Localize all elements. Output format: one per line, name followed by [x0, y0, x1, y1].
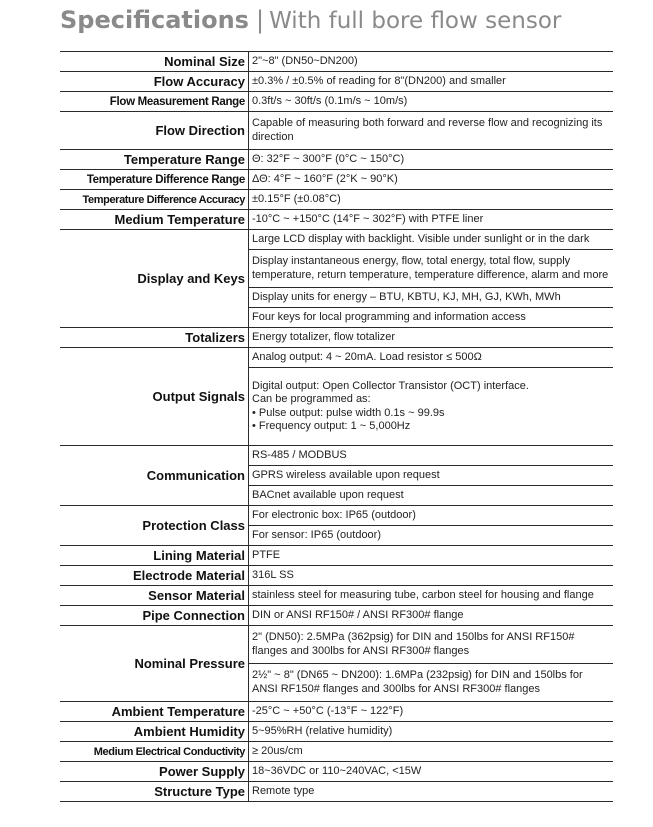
- spec-row: [60, 170, 613, 190]
- spec-row: [60, 72, 613, 92]
- spec-label: Output Signals: [60, 348, 249, 446]
- spec-row: [60, 92, 613, 112]
- spec-value: Display instantaneous energy, flow, total energy, total flow, supply temperature, return temperature, temperature difference, alarm and more: [249, 250, 614, 288]
- spec-value: 2½" ~ 8" (DN65 ~ DN200): 1.6MPa (232psig) for DIN and 150lbs for ANSI RF150# flanges and 300lbs for ANSI RF300# flanges: [249, 664, 614, 702]
- spec-label: Structure Type: [60, 782, 249, 802]
- spec-value: Large LCD display with backlight. Visible under sunlight or in the dark: [249, 230, 614, 250]
- spec-label: Nominal Pressure: [60, 626, 249, 702]
- spec-value: GPRS wireless available upon request: [249, 466, 614, 486]
- spec-value: Θ: 32°F ~ 300°F (0°C ~ 150°C): [249, 150, 614, 170]
- spec-value: ΔΘ: 4°F ~ 160°F (2°K ~ 90°K): [249, 170, 614, 190]
- specifications-table: [60, 51, 613, 802]
- spec-value: For electronic box: IP65 (outdoor): [249, 506, 614, 526]
- spec-value: ±0.3% / ±0.5% of reading for 8"(DN200) and smaller: [249, 72, 614, 92]
- spec-row: [60, 446, 613, 466]
- spec-label: Flow Accuracy: [60, 72, 249, 92]
- spec-value: ≥ 20us/cm: [249, 742, 614, 762]
- spec-row: [60, 210, 613, 230]
- spec-row: [60, 626, 613, 664]
- spec-label: Temperature Difference Accuracy: [60, 190, 249, 210]
- spec-value: For sensor: IP65 (outdoor): [249, 526, 614, 546]
- spec-value: Energy totalizer, flow totalizer: [249, 328, 614, 348]
- spec-value: DIN or ANSI RF150# / ANSI RF300# flange: [249, 606, 614, 626]
- spec-row: [60, 112, 613, 150]
- spec-value: BACnet available upon request: [249, 486, 614, 506]
- spec-row: [60, 230, 613, 250]
- spec-row: [60, 782, 613, 802]
- spec-row: [60, 546, 613, 566]
- spec-row: [60, 606, 613, 626]
- spec-value: ±0.15°F (±0.08°C): [249, 190, 614, 210]
- spec-row: [60, 52, 613, 72]
- title-subtitle: With full bore flow sensor: [269, 8, 562, 34]
- spec-label: Temperature Range: [60, 150, 249, 170]
- spec-row: [60, 190, 613, 210]
- spec-label: Lining Material: [60, 546, 249, 566]
- spec-value: 18~36VDC or 110~240VAC, <15W: [249, 762, 614, 782]
- title-separator: |: [255, 6, 265, 34]
- spec-row: [60, 702, 613, 722]
- spec-value: 0.3ft/s ~ 30ft/s (0.1m/s ~ 10m/s): [249, 92, 614, 112]
- spec-row: [60, 722, 613, 742]
- spec-value-line: Digital output: Open Collector Transistor (OCT) interface.: [252, 379, 529, 392]
- spec-label: Medium Electrical Conductivity: [60, 742, 249, 762]
- spec-value: Capable of measuring both forward and reverse flow and recognizing its direction: [249, 112, 614, 150]
- spec-label: Medium Temperature: [60, 210, 249, 230]
- spec-value: PTFE: [249, 546, 614, 566]
- spec-label: Totalizers: [60, 328, 249, 348]
- spec-value-line: • Frequency output: 1 ~ 5,000Hz: [252, 420, 411, 432]
- spec-label: Ambient Temperature: [60, 702, 249, 722]
- spec-value: Remote type: [249, 782, 614, 802]
- spec-value: 5~95%RH (relative humidity): [249, 722, 614, 742]
- spec-row: [60, 328, 613, 348]
- spec-label: Communication: [60, 446, 249, 506]
- spec-value: RS-485 / MODBUS: [249, 446, 614, 466]
- spec-value-line: Can be programmed as:: [252, 393, 371, 405]
- spec-label: Sensor Material: [60, 586, 249, 606]
- page-title: [60, 6, 561, 42]
- spec-value: Display units for energy – BTU, KBTU, KJ, MH, GJ, KWh, MWh: [249, 288, 614, 308]
- spec-label: Protection Class: [60, 506, 249, 546]
- title-main: Specifications: [60, 6, 249, 34]
- spec-value: stainless steel for measuring tube, carbon steel for housing and flange: [249, 586, 614, 606]
- spec-label: Pipe Connection: [60, 606, 249, 626]
- spec-label: Flow Measurement Range: [60, 92, 249, 112]
- spec-value: [249, 368, 614, 446]
- spec-value: -25°C ~ +50°C (-13°F ~ 122°F): [249, 702, 614, 722]
- spec-value: 2"~8" (DN50~DN200): [249, 52, 614, 72]
- spec-label: Electrode Material: [60, 566, 249, 586]
- spec-label: Nominal Size: [60, 52, 249, 72]
- spec-label: Flow Direction: [60, 112, 249, 150]
- spec-row: [60, 506, 613, 526]
- spec-row: [60, 150, 613, 170]
- spec-row: [60, 348, 613, 368]
- spec-value: 2" (DN50): 2.5MPa (362psig) for DIN and 150lbs for ANSI RF150# flanges and 300lbs for ANSI RF300# flanges: [249, 626, 614, 664]
- spec-label: Temperature Difference Range: [60, 170, 249, 190]
- spec-row: [60, 742, 613, 762]
- spec-row: [60, 566, 613, 586]
- spec-value: Analog output: 4 ~ 20mA. Load resistor ≤ 500Ω: [249, 348, 614, 368]
- spec-row: [60, 762, 613, 782]
- spec-value: Four keys for local programming and information access: [249, 308, 614, 328]
- spec-value: 316L SS: [249, 566, 614, 586]
- spec-label: Display and Keys: [60, 230, 249, 328]
- spec-label: Power Supply: [60, 762, 249, 782]
- spec-value-line: • Pulse output: pulse width 0.1s ~ 99.9s: [252, 406, 445, 419]
- spec-label: Ambient Humidity: [60, 722, 249, 742]
- spec-row: [60, 586, 613, 606]
- spec-value: -10°C ~ +150°C (14°F ~ 302°F) with PTFE liner: [249, 210, 614, 230]
